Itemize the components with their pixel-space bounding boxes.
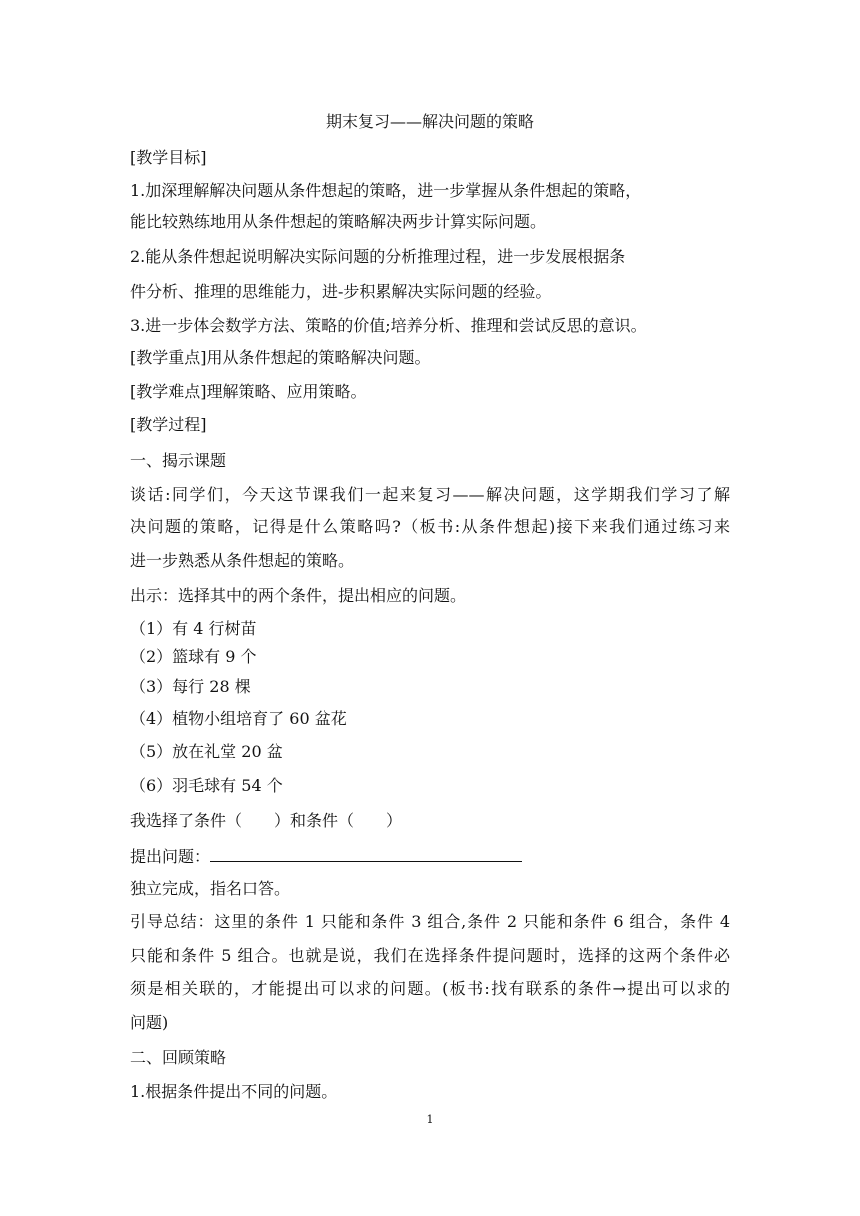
choice-sentence: 我选择了条件（ ）和条件（ ）	[130, 811, 403, 830]
part-2-item-1: 1.根据条件提出不同的问题。	[130, 1082, 338, 1101]
objective-3: 3.进一步体会数学方法、策略的价值;培养分析、推理和尝试反思的意识。	[130, 316, 647, 335]
section-heading-process: [教学过程]	[130, 415, 207, 434]
objective-2-line-2: 件分析、推理的思维能力，进-步积累解决实际问题的经验。	[130, 282, 552, 301]
summary-line-3: 须是相关联的，才能提出可以求的问题。(板书:找有联系的条件→提出可以求的	[130, 979, 730, 998]
instruction-line: 独立完成，指名口答。	[130, 879, 291, 898]
condition-item: （6）羽毛球有 54 个	[130, 776, 283, 795]
condition-item: （3）每行 28 棵	[130, 677, 251, 696]
document-title: 期末复习——解决问题的策略	[325, 112, 534, 131]
page-number: 1	[426, 1113, 434, 1126]
question-prompt-label: 提出问题：	[130, 847, 211, 866]
teaching-focus: [教学重点]用从条件想起的策略解决问题。	[130, 348, 431, 367]
part-1-heading: 一、揭示课题	[130, 451, 227, 470]
part-2-heading: 二、回顾策略	[130, 1048, 227, 1067]
teaching-difficulty: [教学难点]理解策略、应用策略。	[130, 382, 367, 401]
objective-1-line-2: 能比较熟练地用从条件想起的策略解决两步计算实际问题。	[130, 212, 547, 231]
section-heading-objectives: [教学目标]	[130, 148, 207, 167]
condition-item: （5）放在礼堂 20 盆	[130, 742, 283, 761]
intro-paragraph-line-1: 谈话:同学们，今天这节课我们一起来复习——解决问题，这学期我们学习了解	[130, 485, 730, 504]
condition-item: （1）有 4 行树苗	[130, 619, 257, 638]
question-prompt-line	[130, 843, 522, 869]
summary-line-4: 问题)	[130, 1013, 169, 1032]
summary-line-1: 引导总结：这里的条件 1 只能和条件 3 组合,条件 2 只能和条件 6 组合，条件 4	[130, 912, 730, 931]
intro-paragraph-line-2: 决问题的策略，记得是什么策略吗?（板书:从条件想起)接下来我们通过练习来	[130, 517, 730, 536]
summary-line-2: 只能和条件 5 组合。也就是说，我们在选择条件提问题时，选择的这两个条件必	[130, 946, 730, 965]
exercise-prompt: 出示：选择其中的两个条件，提出相应的问题。	[130, 586, 467, 605]
objective-2-line-1: 2.能从条件想起说明解决实际问题的分析推理过程，进一步发展根据条	[130, 247, 626, 266]
intro-paragraph-line-3: 进一步熟悉从条件想起的策略。	[130, 551, 355, 570]
answer-blank	[210, 843, 522, 862]
condition-item: （4）植物小组培育了 60 盆花	[130, 709, 347, 728]
objective-1-line-1: 1.加深理解解决问题从条件想起的策略，进一步掌握从条件想起的策略，	[130, 181, 642, 200]
condition-item: （2）篮球有 9 个	[130, 647, 257, 666]
